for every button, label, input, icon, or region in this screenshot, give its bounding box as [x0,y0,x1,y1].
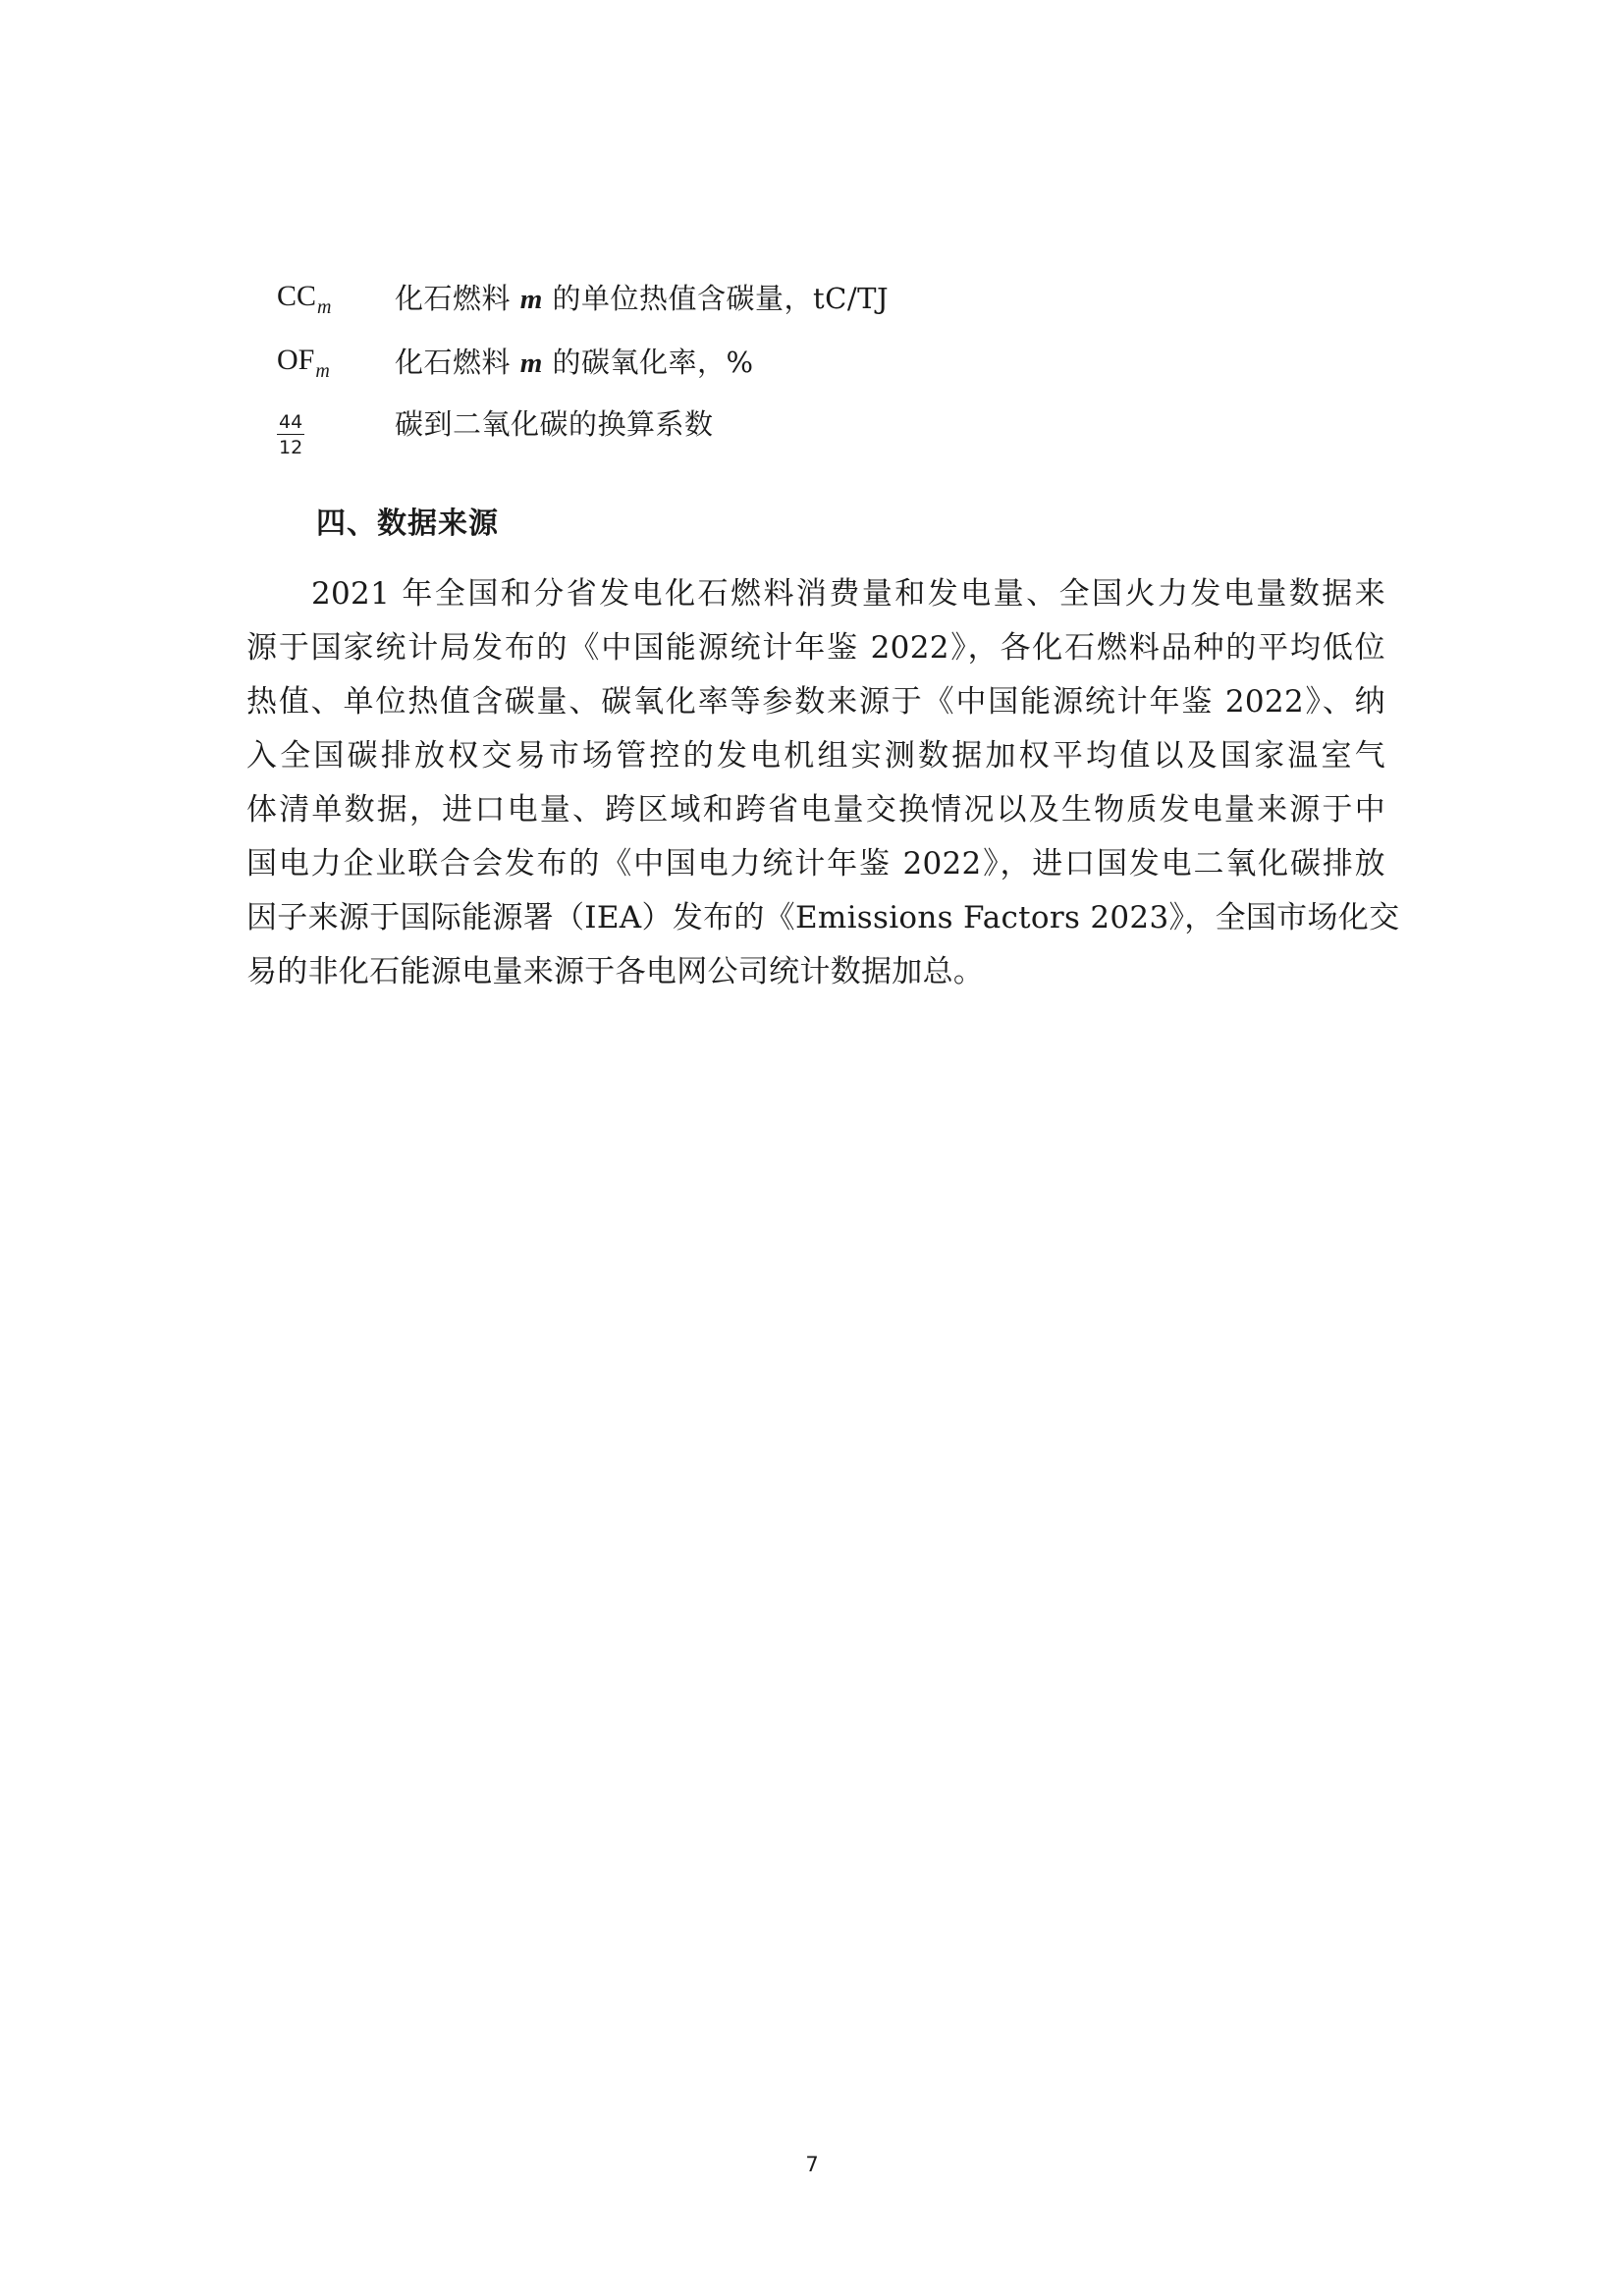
variable-subscript: m [317,296,332,318]
paragraph-line: 易的非化石能源电量来源于各电网公司统计数据加总。 [246,954,985,989]
body-paragraph [246,567,1400,999]
paragraph-line: 因子来源于国际能源署（IEA）发布的《Emissions Factors 2023》，全国市场化交 [246,900,1400,935]
variable-symbol: $CC_m$ [277,280,332,318]
page-number: 7 [805,2153,819,2176]
variable-description: 化石燃料 m 的碳氧化率，% [395,345,754,379]
variable-definition-cc [277,272,889,321]
variable-description: 碳到二氧化碳的换算系数 [395,406,714,441]
section-heading: 四、数据来源 [316,507,499,541]
variable-definition-of [277,336,754,385]
paragraph-line: 源于国家统计局发布的《中国能源统计年鉴 2022》，各化石燃料品种的平均低位 [246,630,1385,666]
variable-description: 化石燃料 m 的单位热值含碳量，tC/TJ [395,281,890,315]
variable-symbol: $OF_m$ [277,344,330,382]
paragraph-line: 国电力企业联合会发布的《中国电力统计年鉴 2022》，进口国发电二氧化碳排放 [246,846,1385,881]
variable-definition-conversion [277,400,714,459]
fraction-numerator: 44 [279,410,303,433]
fraction [277,402,395,458]
paragraph-line: 热值、单位热值含碳量、碳氧化率等参数来源于《中国能源统计年鉴 2022》、纳 [246,684,1385,720]
paragraph-line: 体清单数据，进口电量、跨区域和跨省电量交换情况以及生物质发电量来源于中 [246,792,1385,828]
paragraph-line: 2021 年全国和分省发电化石燃料消费量和发电量、全国火力发电量数据来 [311,576,1385,612]
fraction-denominator: 12 [279,436,303,458]
paragraph-line: 入全国碳排放权交易市场管控的发电机组实测数据加权平均值以及国家温室气 [246,738,1385,774]
variable-subscript: m [315,360,330,382]
